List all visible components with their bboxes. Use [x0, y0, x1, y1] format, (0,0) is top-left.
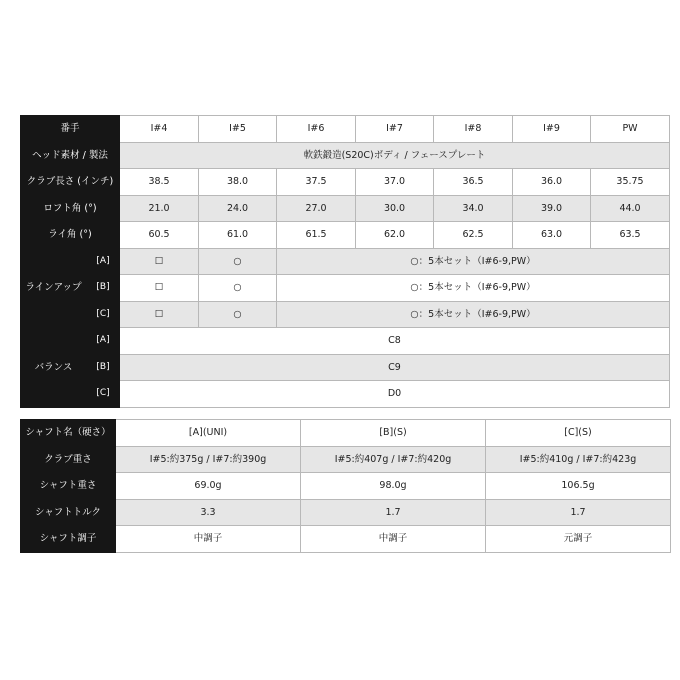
row-label-kick-point: シャフト調子: [21, 526, 116, 553]
row-label-club-weight: クラブ重さ: [21, 446, 116, 473]
table-cell: 38.0: [199, 169, 277, 196]
circle-icon: ○: [199, 248, 277, 275]
balance-sub-label: [B]: [87, 354, 120, 381]
lie-row: [21, 222, 670, 249]
row-label-balance: バランス: [21, 328, 87, 408]
table-cell: 44.0: [591, 195, 670, 222]
balance-sub-label: [C]: [87, 381, 120, 408]
table-cell: 35.75: [591, 169, 670, 196]
table-cell: 1.7: [301, 499, 486, 526]
circle-icon: ○: [199, 301, 277, 328]
table-cell: 3.3: [116, 499, 301, 526]
table-cell: 24.0: [199, 195, 277, 222]
table-cell: 39.0: [513, 195, 591, 222]
balance-value: D0: [120, 381, 670, 408]
lineup-row-c: [21, 301, 670, 328]
club-length-row: [21, 169, 670, 196]
balance-row-a: [21, 328, 670, 355]
table-cell: 27.0: [277, 195, 356, 222]
shaft-name-row: [21, 420, 671, 447]
table-cell: 61.0: [199, 222, 277, 249]
table-cell: 62.0: [356, 222, 434, 249]
table-cell: 62.5: [434, 222, 513, 249]
table-cell: 98.0g: [301, 473, 486, 500]
loft-row: [21, 195, 670, 222]
lineup-set-note: ○：5本セット（I#6-9,PW）: [277, 275, 670, 302]
checkbox-icon: ☐: [120, 275, 199, 302]
table-cell: 60.5: [120, 222, 199, 249]
table-cell: 30.0: [356, 195, 434, 222]
lineup-set-note: ○：5本セット（I#6-9,PW）: [277, 301, 670, 328]
spec-table: [20, 115, 670, 408]
lineup-row-a: [21, 248, 670, 275]
row-label-torque: シャフトトルク: [21, 499, 116, 526]
shaft-table: [20, 419, 671, 553]
col-header: PW: [591, 116, 670, 143]
row-label-lineup: ラインアップ: [21, 248, 87, 328]
table-cell: 21.0: [120, 195, 199, 222]
table-cell: 37.5: [277, 169, 356, 196]
table-cell: [B](S): [301, 420, 486, 447]
lineup-sub-label: [C]: [87, 301, 120, 328]
shaft-weight-row: [21, 473, 671, 500]
table-cell: I#5:約375g / I#7:約390g: [116, 446, 301, 473]
balance-value: C9: [120, 354, 670, 381]
table-cell: 34.0: [434, 195, 513, 222]
spec-header-row: [21, 116, 670, 143]
table-cell: 38.5: [120, 169, 199, 196]
kick-point-row: [21, 526, 671, 553]
table-cell: I#5:約407g / I#7:約420g: [301, 446, 486, 473]
head-material-row: [21, 142, 670, 169]
table-cell: [C](S): [486, 420, 671, 447]
row-label-club-length: クラブ長さ (インチ): [21, 169, 120, 196]
club-weight-row: [21, 446, 671, 473]
checkbox-icon: ☐: [120, 248, 199, 275]
col-header: I#6: [277, 116, 356, 143]
row-label-number: 番手: [21, 116, 120, 143]
table-cell: I#5:約410g / I#7:約423g: [486, 446, 671, 473]
table-cell: 63.0: [513, 222, 591, 249]
head-material-value: 軟鉄鍛造(S20C)ボディ / フェースプレート: [120, 142, 670, 169]
table-cell: 36.5: [434, 169, 513, 196]
lineup-sub-label: [A]: [87, 248, 120, 275]
checkbox-icon: ☐: [120, 301, 199, 328]
col-header: I#4: [120, 116, 199, 143]
balance-value: C8: [120, 328, 670, 355]
table-cell: 106.5g: [486, 473, 671, 500]
circle-icon: ○: [199, 275, 277, 302]
table-cell: 36.0: [513, 169, 591, 196]
row-label-shaft-weight: シャフト重さ: [21, 473, 116, 500]
row-label-loft: ロフト角 (°): [21, 195, 120, 222]
table-cell: 1.7: [486, 499, 671, 526]
table-cell: 69.0g: [116, 473, 301, 500]
row-label-head-material: ヘッド素材 / 製法: [21, 142, 120, 169]
row-label-shaft-name: シャフト名（硬さ）: [21, 420, 116, 447]
balance-sub-label: [A]: [87, 328, 120, 355]
lineup-sub-label: [B]: [87, 275, 120, 302]
balance-row-b: [21, 354, 670, 381]
lineup-row-b: [21, 275, 670, 302]
torque-row: [21, 499, 671, 526]
table-cell: 元調子: [486, 526, 671, 553]
table-cell: 63.5: [591, 222, 670, 249]
table-cell: [A](UNI): [116, 420, 301, 447]
row-label-lie: ライ角 (°): [21, 222, 120, 249]
col-header: I#8: [434, 116, 513, 143]
table-cell: 中調子: [301, 526, 486, 553]
lineup-set-note: ○：5本セット（I#6-9,PW）: [277, 248, 670, 275]
col-header: I#9: [513, 116, 591, 143]
col-header: I#5: [199, 116, 277, 143]
balance-row-c: [21, 381, 670, 408]
table-cell: 37.0: [356, 169, 434, 196]
col-header: I#7: [356, 116, 434, 143]
table-cell: 61.5: [277, 222, 356, 249]
table-cell: 中調子: [116, 526, 301, 553]
